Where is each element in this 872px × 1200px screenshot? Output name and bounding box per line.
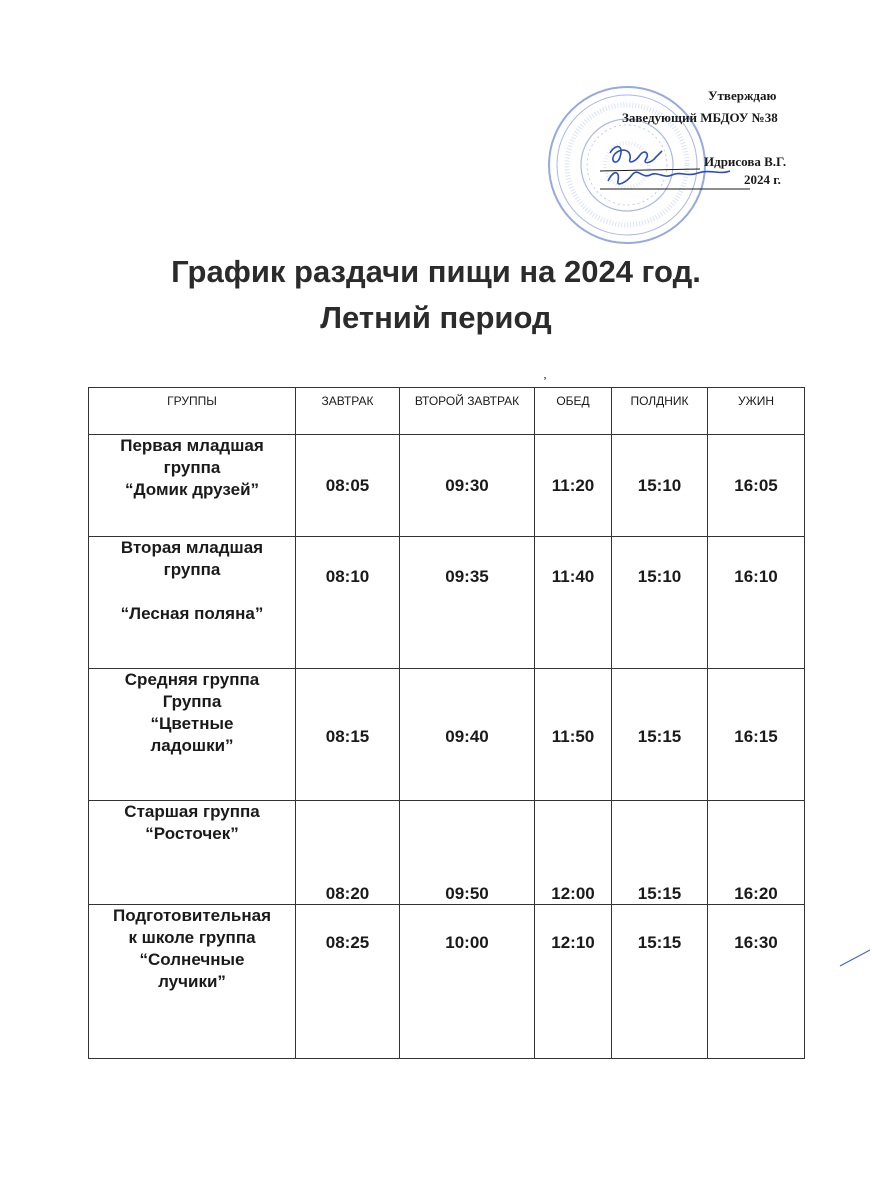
breakfast-time: 08:10 [296,537,400,669]
group-name-line: к школе группа [128,928,256,947]
group-name-line: “Росточек” [145,824,239,843]
second-breakfast-time: 09:40 [400,669,535,801]
approval-signer: Идрисова В.Г. [704,154,787,169]
group-name-line: Первая младшая [120,436,264,455]
group-name-cell [89,669,296,801]
lunch-time: 11:20 [535,435,612,537]
dinner-time: 16:15 [708,669,805,801]
table-row [89,537,805,669]
dinner-time: 16:05 [708,435,805,537]
group-name-line: Группа [162,692,222,711]
group-name-line: Средняя группа [124,670,260,689]
header-second-breakfast: ВТОРОЙ ЗАВТРАК [400,388,535,435]
group-name-cell [89,801,296,905]
dinner-time: 16:10 [708,537,805,669]
group-name-line: “Цветные [150,714,234,733]
header-snack: ПОЛДНИК [612,388,708,435]
second-breakfast-time: 10:00 [400,905,535,1059]
group-name-line: “Домик друзей” [124,480,260,499]
group-name-cell [89,905,296,1059]
snack-time: 15:10 [612,537,708,669]
group-name-line: лучики” [158,972,226,991]
dinner-time: 16:30 [708,905,805,1059]
group-name-line: ладошки” [150,736,234,755]
group-name-line: группа [163,458,221,477]
header-dinner: УЖИН [708,388,805,435]
group-name-line: “Лесная поляна” [120,604,264,623]
snack-time: 15:15 [612,905,708,1059]
approval-position: Заведующий МБДОУ №38 [622,110,778,125]
lunch-time: 12:00 [535,801,612,905]
breakfast-time: 08:25 [296,905,400,1059]
group-name-line: “Солнечные [139,950,245,969]
breakfast-time: 08:20 [296,801,400,905]
page-title: График раздачи пищи на 2024 год. [171,254,701,289]
group-name-cell [89,435,296,537]
group-name-line: группа [163,560,221,579]
header-breakfast: ЗАВТРАК [296,388,400,435]
approval-approve: Утверждаю [708,88,777,103]
page-subtitle: Летний период [320,300,552,335]
group-name-line: Подготовительная [112,906,272,925]
second-breakfast-time: 09:35 [400,537,535,669]
approval-date: 2024 г. [744,172,781,187]
table-row [89,801,805,905]
group-name-cell [89,537,296,669]
meal-schedule-table [88,387,805,1059]
approval-block [560,80,872,240]
stray-mark: ‚ [543,367,547,381]
lunch-time: 11:40 [535,537,612,669]
header-lunch: ОБЕД [535,388,612,435]
second-breakfast-time: 09:30 [400,435,535,537]
table-row [89,669,805,801]
group-name-line: Старшая группа [124,802,260,821]
lunch-time: 12:10 [535,905,612,1059]
pen-stroke-mark [838,930,872,970]
second-breakfast-time: 09:50 [400,801,535,905]
lunch-time: 11:50 [535,669,612,801]
dinner-time: 16:20 [708,801,805,905]
snack-time: 15:15 [612,801,708,905]
breakfast-time: 08:05 [296,435,400,537]
snack-time: 15:10 [612,435,708,537]
header-groups: ГРУППЫ [89,388,296,435]
snack-time: 15:15 [612,669,708,801]
breakfast-time: 08:15 [296,669,400,801]
group-name-line: Вторая младшая [120,538,264,557]
table-row [89,905,805,1059]
table-header-row [89,388,805,435]
table-row [89,435,805,537]
